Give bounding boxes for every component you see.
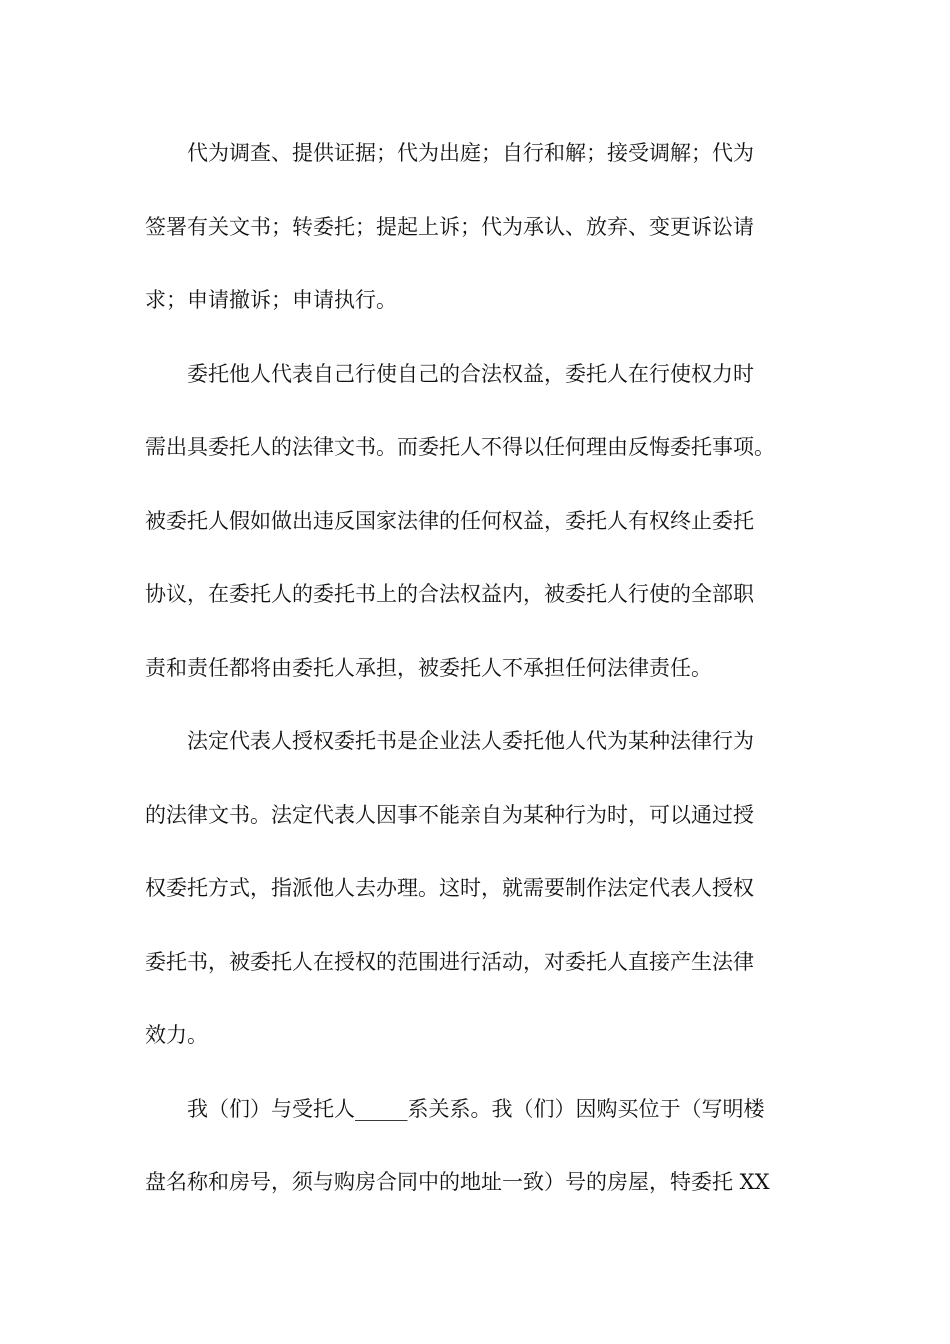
text-line: 效力。 xyxy=(145,1023,208,1047)
text-line: 委托书，被委托人在授权的范围进行活动，对委托人直接产生法律 xyxy=(145,949,754,974)
paragraph-2 xyxy=(145,338,810,706)
text-line: 求；申请撤诉；申请执行。 xyxy=(145,288,397,312)
text-line: 签署有关文书；转委托；提起上诉；代为承认、放弃、变更诉讼请 xyxy=(145,214,754,239)
paragraph-3 xyxy=(145,705,810,1073)
paragraph-4 xyxy=(145,1073,810,1220)
text-line: 权委托方式，指派他人去办理。这时，就需要制作法定代表人授权 xyxy=(145,876,754,900)
text-line: 委托他人代表自己行使自己的合法权益，委托人在行使权力时 xyxy=(187,361,754,386)
paragraph-1 xyxy=(145,117,810,338)
text-line: 法定代表人授权委托书是企业法人委托他人代为某种法律行为 xyxy=(187,729,754,753)
text-line: 盘名称和房号，须与购房合同中的地址一致）号的房屋，特委托 XX xyxy=(145,1170,770,1194)
text-line: 协议，在委托人的委托书上的合法权益内，被委托人行使的全部职 xyxy=(145,582,754,606)
text-line: 需出具委托人的法律文书。而委托人不得以任何理由反悔委托事项。 xyxy=(145,435,775,459)
text-line: 责和责任都将由委托人承担，被委托人不承担任何法律责任。 xyxy=(145,655,712,680)
text-line: 我（们）与受托人_____系关系。我（们）因购买位于（写明楼 xyxy=(187,1096,765,1121)
text-line: 代为调查、提供证据；代为出庭；自行和解；接受调解；代为 xyxy=(187,141,754,165)
text-line: 的法律文书。法定代表人因事不能亲自为某种行为时，可以通过授 xyxy=(145,802,754,827)
text-line: 被委托人假如做出违反国家法律的任何权益，委托人有权终止委托 xyxy=(145,508,754,533)
document-body xyxy=(145,117,810,1220)
